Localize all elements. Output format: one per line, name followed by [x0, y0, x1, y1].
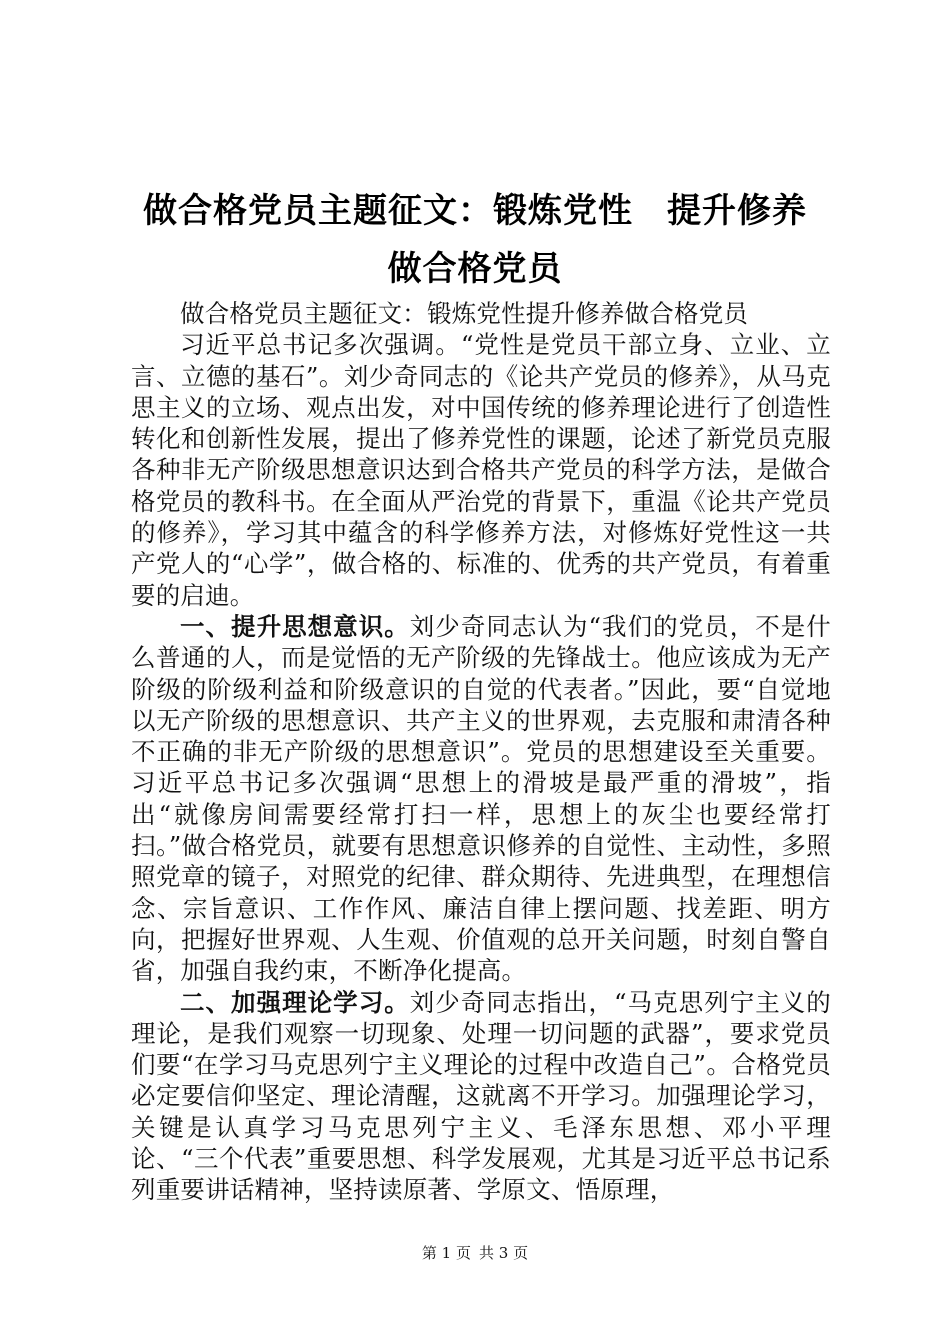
- page-number: 第 1 页: [421, 1244, 471, 1262]
- section-2-paragraph: [131, 987, 831, 1206]
- section-2-heading: 二、加强理论学习。: [180, 987, 410, 1017]
- section-1-heading: 一、提升思想意识。: [180, 611, 410, 641]
- document-body: [131, 298, 831, 1206]
- page-footer: [0, 1243, 950, 1263]
- document-title-line-2: 做合格党员: [387, 249, 563, 289]
- section-2-text: 刘少奇同志指出，“马克思列宁主义的理论，是我们观察一切现象、处理一切问题的武器”，要求党员们要“在学习马克思列宁主义理论的过程中改造自己”。合格党员必定要信仰坚定、理论清醒，这就离不开学习。加强理论学习，关键是认真学习马克思列宁主义、毛泽东思想、邓小平理论、“三个代表”重要思想、科学发展观，尤其是习近平总书记系列重要讲话精神，坚持读原著、学原文、悟原理，: [131, 987, 831, 1205]
- title-part-b: 提升修养: [667, 191, 807, 231]
- title-part-a: 做合格党员主题征文：锻炼党性: [143, 191, 633, 231]
- subtitle-paragraph: 做合格党员主题征文：锻炼党性提升修养做合格党员: [180, 299, 749, 328]
- intro-paragraph: 习近平总书记多次强调。“党性是党员干部立身、立业、立言、立德的基石”。刘少奇同志的《论共产党员的修养》，从马克思主义的立场、观点出发，对中国传统的修养理论进行了创造性转化和创新性发展，提出了修养党性的课题，论述了新党员克服各种非无产阶级思想意识达到合格共产党员的科学方法，是做合格党员的教科书。在全面从严治党的背景下，重温《论共产党员的修养》，学习其中蕴含的科学修养方法，对修炼好党性这一共产党人的“心学”，做合格的、标准的、优秀的共产党员，有着重要的启迪。: [131, 330, 831, 610]
- page-total: 共 3 页: [479, 1244, 529, 1262]
- document-title-line-1: [0, 189, 950, 233]
- section-1-text: 刘少奇同志认为“我们的党员，不是什么普通的人，而是觉悟的无产阶级的先锋战士。他应该成为无产阶级的阶级利益和阶级意识的自觉的代表者。”因此，要“自觉地以无产阶级的思想意识、共产主义的世界观，去克服和肃清各种不正确的非无产阶级的思想意识”。党员的思想建设至关重要。习近平总书记多次强调“思想上的滑坡是最严重的滑坡”，指出“就像房间需要经常打扫一样，思想上的灰尘也要经常打扫。”做合格党员，就要有思想意识修养的自觉性、主动性，多照照党章的镜子，对照党的纪律、群众期待、先进典型，在理想信念、宗旨意识、工作作风、廉洁自律上摆问题、找差距、明方向，把握好世界观、人生观、价值观的总开关问题，时刻自警自省，加强自我约束，不断净化提高。: [131, 611, 831, 986]
- section-1-paragraph: [131, 611, 831, 987]
